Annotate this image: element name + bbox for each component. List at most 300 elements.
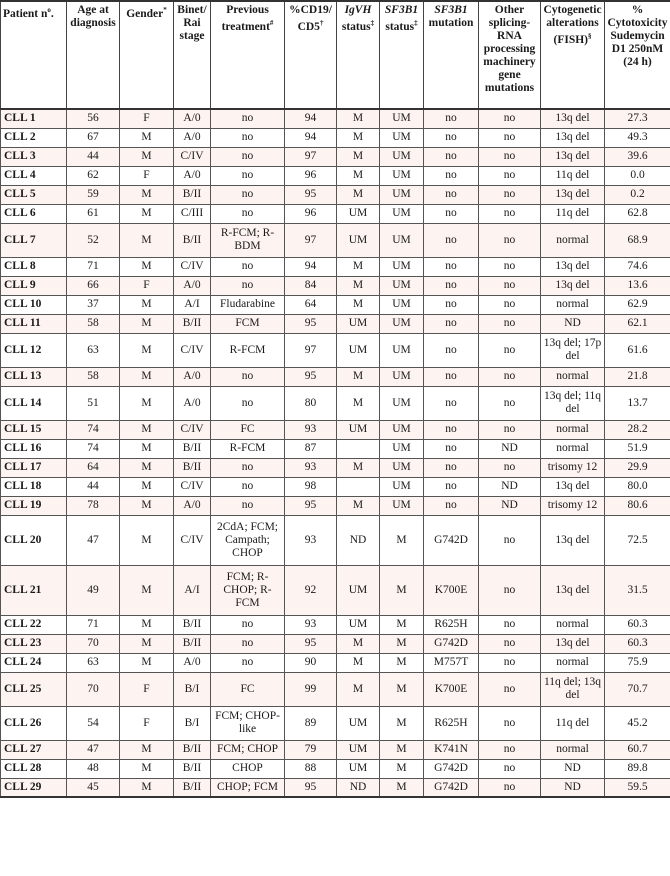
table-row: [1, 204, 670, 223]
sf3b1-status-cell: UM: [380, 276, 424, 295]
header-text: Other splicing-RNA processing machinery gene mutations: [483, 4, 536, 94]
igvh-status-cell: M: [337, 276, 380, 295]
other-mutations-cell: no: [479, 314, 541, 333]
table-row: [1, 147, 670, 166]
sf3b1-mutation-cell: G742D: [424, 759, 479, 778]
sf3b1-status-cell: UM: [380, 496, 424, 515]
cytogenetics-cell: 13q del; 11q del: [541, 386, 605, 420]
cytogenetics-cell: 13q del: [541, 565, 605, 615]
igvh-status-cell: M: [337, 257, 380, 276]
gender-cell: M: [120, 496, 174, 515]
cytogenetics-cell: 13q del: [541, 147, 605, 166]
sf3b1-status-cell: UM: [380, 223, 424, 257]
cytogenetics-cell: 13q del: [541, 185, 605, 204]
stage-cell: A/0: [174, 653, 211, 672]
cd19-cd5-cell: 92: [285, 565, 337, 615]
stage-cell: A/0: [174, 109, 211, 128]
treatment-cell: no: [211, 109, 285, 128]
header-gene-name: IgVH: [344, 4, 372, 16]
cytotoxicity-cell: 70.7: [605, 672, 670, 706]
treatment-cell: FC: [211, 420, 285, 439]
stage-cell: B/II: [174, 634, 211, 653]
gender-cell: M: [120, 634, 174, 653]
treatment-cell: no: [211, 634, 285, 653]
header-text: Patient n: [3, 7, 48, 20]
table-row: [1, 257, 670, 276]
sf3b1-status-cell: UM: [380, 314, 424, 333]
column-header-patient: [1, 1, 67, 109]
sf3b1-status-cell: M: [380, 706, 424, 740]
header-gene-name: SF3B1: [384, 4, 419, 16]
column-header-cytogenetic-alterations: [541, 1, 605, 109]
gender-cell: M: [120, 185, 174, 204]
age-cell: 45: [67, 778, 120, 797]
patient-id-cell: CLL 6: [1, 204, 67, 223]
cytogenetics-cell: normal: [541, 420, 605, 439]
table-row: [1, 439, 670, 458]
sf3b1-status-cell: UM: [380, 439, 424, 458]
sf3b1-status-cell: M: [380, 740, 424, 759]
cd19-cd5-cell: 93: [285, 615, 337, 634]
treatment-cell: no: [211, 615, 285, 634]
age-cell: 64: [67, 458, 120, 477]
treatment-cell: 2CdA; FCM; Campath; CHOP: [211, 515, 285, 565]
cytogenetics-cell: 13q del: [541, 109, 605, 128]
cd19-cd5-cell: 87: [285, 439, 337, 458]
sf3b1-mutation-cell: no: [424, 367, 479, 386]
age-cell: 37: [67, 295, 120, 314]
table-row: [1, 615, 670, 634]
age-cell: 52: [67, 223, 120, 257]
treatment-cell: CHOP; FCM: [211, 778, 285, 797]
igvh-status-cell: M: [337, 109, 380, 128]
cytotoxicity-cell: 45.2: [605, 706, 670, 740]
header-text: % Cytotoxicity Sudemycin D1 250nM (24 h): [607, 4, 668, 68]
gender-cell: F: [120, 276, 174, 295]
stage-cell: B/II: [174, 778, 211, 797]
patient-id-cell: CLL 2: [1, 128, 67, 147]
header-gene-name: SF3B1: [434, 4, 468, 16]
column-header-other-mutations: [479, 1, 541, 109]
age-cell: 44: [67, 477, 120, 496]
age-cell: 48: [67, 759, 120, 778]
cytogenetics-cell: 11q del: [541, 166, 605, 185]
patient-id-cell: CLL 23: [1, 634, 67, 653]
patient-id-cell: CLL 16: [1, 439, 67, 458]
cd19-cd5-cell: 95: [285, 367, 337, 386]
gender-cell: M: [120, 204, 174, 223]
table-row: [1, 128, 670, 147]
cytotoxicity-cell: 75.9: [605, 653, 670, 672]
cytogenetics-cell: 13q del; 17p del: [541, 333, 605, 367]
cytogenetics-cell: normal: [541, 740, 605, 759]
patient-id-cell: CLL 10: [1, 295, 67, 314]
sf3b1-status-cell: UM: [380, 477, 424, 496]
gender-cell: M: [120, 615, 174, 634]
sf3b1-mutation-cell: no: [424, 496, 479, 515]
cd19-cd5-cell: 99: [285, 672, 337, 706]
patient-id-cell: CLL 21: [1, 565, 67, 615]
table-row: [1, 496, 670, 515]
stage-cell: C/IV: [174, 477, 211, 496]
other-mutations-cell: ND: [479, 496, 541, 515]
gender-cell: M: [120, 439, 174, 458]
gender-cell: M: [120, 295, 174, 314]
other-mutations-cell: no: [479, 367, 541, 386]
patient-id-cell: CLL 7: [1, 223, 67, 257]
cytotoxicity-cell: 80.6: [605, 496, 670, 515]
other-mutations-cell: no: [479, 653, 541, 672]
stage-cell: A/0: [174, 367, 211, 386]
sf3b1-mutation-cell: no: [424, 109, 479, 128]
stage-cell: C/III: [174, 204, 211, 223]
cytotoxicity-cell: 0.0: [605, 166, 670, 185]
patient-id-cell: CLL 25: [1, 672, 67, 706]
cytogenetics-cell: 13q del: [541, 128, 605, 147]
age-cell: 47: [67, 515, 120, 565]
stage-cell: C/IV: [174, 257, 211, 276]
age-cell: 47: [67, 740, 120, 759]
treatment-cell: no: [211, 185, 285, 204]
sf3b1-status-cell: UM: [380, 166, 424, 185]
sf3b1-mutation-cell: K741N: [424, 740, 479, 759]
other-mutations-cell: no: [479, 759, 541, 778]
igvh-status-cell: M: [337, 128, 380, 147]
other-mutations-cell: no: [479, 223, 541, 257]
cytotoxicity-cell: 13.6: [605, 276, 670, 295]
cytogenetics-cell: ND: [541, 759, 605, 778]
cytotoxicity-cell: 39.6: [605, 147, 670, 166]
other-mutations-cell: no: [479, 420, 541, 439]
sf3b1-mutation-cell: no: [424, 420, 479, 439]
cytogenetics-cell: normal: [541, 223, 605, 257]
age-cell: 59: [67, 185, 120, 204]
sf3b1-status-cell: UM: [380, 257, 424, 276]
sf3b1-status-cell: M: [380, 653, 424, 672]
cytogenetics-cell: normal: [541, 615, 605, 634]
header-text-suffix: status: [341, 20, 371, 33]
cytotoxicity-cell: 51.9: [605, 439, 670, 458]
table-row: [1, 223, 670, 257]
cd19-cd5-cell: 97: [285, 333, 337, 367]
igvh-status-cell: M: [337, 185, 380, 204]
cd19-cd5-cell: 96: [285, 166, 337, 185]
cd19-cd5-cell: 94: [285, 109, 337, 128]
cd19-cd5-cell: 97: [285, 223, 337, 257]
column-header-cd19-cd5: [285, 1, 337, 109]
treatment-cell: R-FCM: [211, 333, 285, 367]
table-row: [1, 386, 670, 420]
stage-cell: B/II: [174, 314, 211, 333]
other-mutations-cell: no: [479, 515, 541, 565]
patient-id-cell: CLL 4: [1, 166, 67, 185]
cytotoxicity-cell: 80.0: [605, 477, 670, 496]
sf3b1-mutation-cell: M757T: [424, 653, 479, 672]
table-row: [1, 565, 670, 615]
patient-id-cell: CLL 18: [1, 477, 67, 496]
cytotoxicity-cell: 61.6: [605, 333, 670, 367]
treatment-cell: FCM: [211, 314, 285, 333]
igvh-status-cell: UM: [337, 615, 380, 634]
cytotoxicity-cell: 62.1: [605, 314, 670, 333]
cytotoxicity-cell: 31.5: [605, 565, 670, 615]
treatment-cell: no: [211, 496, 285, 515]
stage-cell: C/IV: [174, 147, 211, 166]
stage-cell: B/II: [174, 223, 211, 257]
gender-cell: F: [120, 706, 174, 740]
sf3b1-status-cell: M: [380, 565, 424, 615]
other-mutations-cell: ND: [479, 477, 541, 496]
cd19-cd5-cell: 84: [285, 276, 337, 295]
cd19-cd5-cell: 95: [285, 185, 337, 204]
header-text-suffix: mutation: [428, 17, 474, 29]
cd19-cd5-cell: 89: [285, 706, 337, 740]
age-cell: 63: [67, 653, 120, 672]
sf3b1-status-cell: M: [380, 672, 424, 706]
stage-cell: A/0: [174, 166, 211, 185]
patient-id-cell: CLL 17: [1, 458, 67, 477]
sf3b1-mutation-cell: G742D: [424, 634, 479, 653]
igvh-status-cell: UM: [337, 740, 380, 759]
cytogenetics-cell: 13q del: [541, 477, 605, 496]
igvh-status-cell: M: [337, 653, 380, 672]
cytotoxicity-cell: 74.6: [605, 257, 670, 276]
other-mutations-cell: no: [479, 740, 541, 759]
igvh-status-cell: UM: [337, 223, 380, 257]
cytogenetics-cell: 11q del; 13q del: [541, 672, 605, 706]
stage-cell: C/IV: [174, 515, 211, 565]
gender-cell: M: [120, 314, 174, 333]
stage-cell: C/IV: [174, 333, 211, 367]
table-row: [1, 367, 670, 386]
cytogenetics-cell: ND: [541, 778, 605, 797]
age-cell: 63: [67, 333, 120, 367]
sf3b1-status-cell: M: [380, 778, 424, 797]
table-row: [1, 314, 670, 333]
gender-cell: M: [120, 367, 174, 386]
patient-id-cell: CLL 29: [1, 778, 67, 797]
other-mutations-cell: no: [479, 333, 541, 367]
sf3b1-mutation-cell: no: [424, 439, 479, 458]
patient-id-cell: CLL 26: [1, 706, 67, 740]
sf3b1-mutation-cell: no: [424, 166, 479, 185]
cytotoxicity-cell: 28.2: [605, 420, 670, 439]
sf3b1-mutation-cell: no: [424, 295, 479, 314]
column-header-gender: [120, 1, 174, 109]
age-cell: 56: [67, 109, 120, 128]
patient-id-cell: CLL 13: [1, 367, 67, 386]
sf3b1-status-cell: UM: [380, 185, 424, 204]
cytotoxicity-cell: 0.2: [605, 185, 670, 204]
sf3b1-status-cell: UM: [380, 420, 424, 439]
cd19-cd5-cell: 90: [285, 653, 337, 672]
other-mutations-cell: no: [479, 778, 541, 797]
patient-id-cell: CLL 9: [1, 276, 67, 295]
sf3b1-mutation-cell: no: [424, 185, 479, 204]
patient-id-cell: CLL 14: [1, 386, 67, 420]
gender-cell: M: [120, 653, 174, 672]
column-header-age: [67, 1, 120, 109]
igvh-status-cell: [337, 477, 380, 496]
cytotoxicity-cell: 89.8: [605, 759, 670, 778]
treatment-cell: FCM; CHOP: [211, 740, 285, 759]
age-cell: 70: [67, 634, 120, 653]
cytotoxicity-cell: 68.9: [605, 223, 670, 257]
igvh-status-cell: M: [337, 386, 380, 420]
igvh-status-cell: M: [337, 295, 380, 314]
patient-id-cell: CLL 24: [1, 653, 67, 672]
age-cell: 74: [67, 420, 120, 439]
treatment-cell: no: [211, 367, 285, 386]
table-row: [1, 706, 670, 740]
header-text-suffix: .: [50, 7, 54, 20]
stage-cell: A/0: [174, 386, 211, 420]
sf3b1-mutation-cell: R625H: [424, 706, 479, 740]
header-text: Cytogenetic alterations (FISH): [543, 4, 602, 46]
gender-cell: M: [120, 759, 174, 778]
cd19-cd5-cell: 93: [285, 515, 337, 565]
treatment-cell: R-FCM; R-BDM: [211, 223, 285, 257]
igvh-status-cell: UM: [337, 204, 380, 223]
other-mutations-cell: no: [479, 147, 541, 166]
sf3b1-mutation-cell: no: [424, 333, 479, 367]
cd19-cd5-cell: 98: [285, 477, 337, 496]
age-cell: 44: [67, 147, 120, 166]
header-text: Gender: [126, 7, 164, 20]
treatment-cell: R-FCM: [211, 439, 285, 458]
header-footnote-mark: §: [588, 32, 592, 40]
sf3b1-status-cell: M: [380, 759, 424, 778]
stage-cell: B/II: [174, 740, 211, 759]
other-mutations-cell: no: [479, 295, 541, 314]
igvh-status-cell: M: [337, 147, 380, 166]
other-mutations-cell: no: [479, 615, 541, 634]
stage-cell: A/I: [174, 295, 211, 314]
cytogenetics-cell: trisomy 12: [541, 458, 605, 477]
sf3b1-mutation-cell: K700E: [424, 672, 479, 706]
gender-cell: F: [120, 109, 174, 128]
sf3b1-status-cell: M: [380, 515, 424, 565]
treatment-cell: no: [211, 128, 285, 147]
other-mutations-cell: no: [479, 109, 541, 128]
table-row: [1, 740, 670, 759]
other-mutations-cell: no: [479, 128, 541, 147]
cytotoxicity-cell: 29.9: [605, 458, 670, 477]
patient-id-cell: CLL 28: [1, 759, 67, 778]
treatment-cell: no: [211, 166, 285, 185]
stage-cell: A/0: [174, 496, 211, 515]
cd19-cd5-cell: 95: [285, 496, 337, 515]
other-mutations-cell: no: [479, 166, 541, 185]
sf3b1-mutation-cell: no: [424, 458, 479, 477]
table-row: [1, 778, 670, 797]
sf3b1-status-cell: UM: [380, 128, 424, 147]
header-text: Age at diagnosis: [70, 4, 116, 29]
header-footnote-mark: ‡: [370, 19, 375, 27]
cytogenetics-cell: 13q del: [541, 257, 605, 276]
table-header-row: [1, 1, 670, 109]
gender-cell: M: [120, 420, 174, 439]
sf3b1-mutation-cell: R625H: [424, 615, 479, 634]
age-cell: 54: [67, 706, 120, 740]
stage-cell: B/II: [174, 185, 211, 204]
igvh-status-cell: [337, 439, 380, 458]
cytogenetics-cell: ND: [541, 314, 605, 333]
age-cell: 49: [67, 565, 120, 615]
igvh-status-cell: UM: [337, 333, 380, 367]
age-cell: 51: [67, 386, 120, 420]
gender-cell: F: [120, 672, 174, 706]
igvh-status-cell: ND: [337, 778, 380, 797]
cd19-cd5-cell: 80: [285, 386, 337, 420]
other-mutations-cell: no: [479, 634, 541, 653]
cytotoxicity-cell: 49.3: [605, 128, 670, 147]
cd19-cd5-cell: 94: [285, 257, 337, 276]
column-header-treatment: [211, 1, 285, 109]
age-cell: 71: [67, 257, 120, 276]
cytotoxicity-cell: 72.5: [605, 515, 670, 565]
treatment-cell: no: [211, 653, 285, 672]
patient-id-cell: CLL 5: [1, 185, 67, 204]
igvh-status-cell: M: [337, 634, 380, 653]
header-text: %CD19/ CD5: [289, 4, 332, 33]
cd19-cd5-cell: 95: [285, 634, 337, 653]
other-mutations-cell: no: [479, 565, 541, 615]
header-footnote-mark: †: [319, 19, 324, 27]
igvh-status-cell: UM: [337, 759, 380, 778]
sf3b1-status-cell: UM: [380, 458, 424, 477]
sf3b1-status-cell: UM: [380, 109, 424, 128]
cytogenetics-cell: 11q del: [541, 706, 605, 740]
table-row: [1, 515, 670, 565]
gender-cell: M: [120, 257, 174, 276]
treatment-cell: no: [211, 276, 285, 295]
header-footnote-mark: *: [163, 6, 167, 14]
stage-cell: B/II: [174, 615, 211, 634]
age-cell: 58: [67, 367, 120, 386]
cd19-cd5-cell: 64: [285, 295, 337, 314]
header-text: Previous treatment: [221, 4, 270, 33]
age-cell: 66: [67, 276, 120, 295]
treatment-cell: FC: [211, 672, 285, 706]
igvh-status-cell: M: [337, 458, 380, 477]
other-mutations-cell: no: [479, 706, 541, 740]
cytotoxicity-cell: 60.3: [605, 634, 670, 653]
column-header-cytotoxicity: [605, 1, 670, 109]
cytogenetics-cell: 13q del: [541, 515, 605, 565]
cytotoxicity-cell: 62.8: [605, 204, 670, 223]
age-cell: 58: [67, 314, 120, 333]
column-header-stage: [174, 1, 211, 109]
sf3b1-status-cell: UM: [380, 147, 424, 166]
stage-cell: A/I: [174, 565, 211, 615]
cytogenetics-cell: 13q del: [541, 634, 605, 653]
igvh-status-cell: M: [337, 496, 380, 515]
cd19-cd5-cell: 95: [285, 778, 337, 797]
other-mutations-cell: no: [479, 458, 541, 477]
cytotoxicity-cell: 59.5: [605, 778, 670, 797]
table-row: [1, 420, 670, 439]
stage-cell: B/I: [174, 706, 211, 740]
gender-cell: M: [120, 778, 174, 797]
table-row: [1, 672, 670, 706]
sf3b1-mutation-cell: K700E: [424, 565, 479, 615]
other-mutations-cell: no: [479, 185, 541, 204]
igvh-status-cell: UM: [337, 565, 380, 615]
patient-id-cell: CLL 11: [1, 314, 67, 333]
cytogenetics-cell: 11q del: [541, 204, 605, 223]
table-row: [1, 333, 670, 367]
